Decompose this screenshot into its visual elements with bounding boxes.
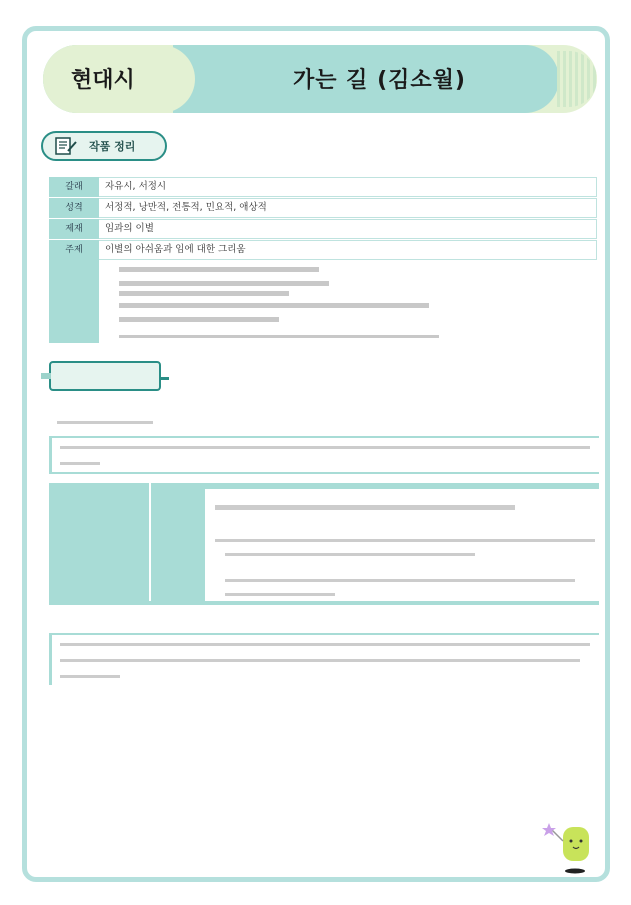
page-frame xyxy=(22,26,610,882)
blurred-line xyxy=(119,291,289,296)
section-badge-work-summary xyxy=(41,131,167,161)
info-key: 성격 xyxy=(49,198,99,218)
info-value: 자유시, 서정시 xyxy=(99,177,597,197)
blurred-line xyxy=(119,335,439,338)
blurred-section-badge xyxy=(49,361,161,391)
blurred-line xyxy=(119,267,319,272)
notepad-pencil-icon xyxy=(55,137,77,155)
blurred-line xyxy=(119,303,429,308)
info-row xyxy=(49,198,597,218)
info-key: 주제 xyxy=(49,240,99,260)
category-label: 현대시 xyxy=(71,68,135,93)
table-top-border xyxy=(205,483,599,489)
blurred-line xyxy=(215,505,515,510)
work-info-table xyxy=(49,177,597,261)
info-row xyxy=(49,219,597,239)
mascot-character-icon xyxy=(541,819,601,875)
blurred-line xyxy=(60,446,590,449)
blurred-key-cell xyxy=(49,259,99,343)
blurred-analysis-table xyxy=(49,483,599,605)
blurred-line xyxy=(60,675,120,678)
blurred-line xyxy=(60,659,580,662)
blurred-line xyxy=(57,421,153,424)
blurred-line xyxy=(215,539,595,542)
blurred-key-cell xyxy=(49,483,149,605)
blurred-line xyxy=(225,579,575,582)
blurred-line xyxy=(119,317,279,322)
blurred-line xyxy=(60,643,590,646)
info-value: 이별의 아쉬움과 임에 대한 그리움 xyxy=(99,240,597,260)
blurred-line xyxy=(225,553,475,556)
info-row xyxy=(49,177,597,197)
blurred-line xyxy=(60,462,100,465)
info-row xyxy=(49,240,597,260)
info-key: 갈래 xyxy=(49,177,99,197)
blurred-note-box xyxy=(49,633,599,685)
info-value: 임과의 이별 xyxy=(99,219,597,239)
section-badge-label: 작품 정리 xyxy=(89,140,136,153)
table-bottom-border xyxy=(49,601,599,605)
blurred-key-cell xyxy=(151,483,205,605)
blurred-line xyxy=(225,593,335,596)
info-value: 서정적, 낭만적, 전통적, 민요적, 애상적 xyxy=(99,198,597,218)
info-key: 제재 xyxy=(49,219,99,239)
page-header xyxy=(43,45,597,113)
blurred-explanation-block xyxy=(49,259,597,343)
blurred-quote-box xyxy=(49,436,599,474)
blurred-line xyxy=(119,281,329,286)
page-title: 가는 길 (김소월) xyxy=(293,68,466,93)
